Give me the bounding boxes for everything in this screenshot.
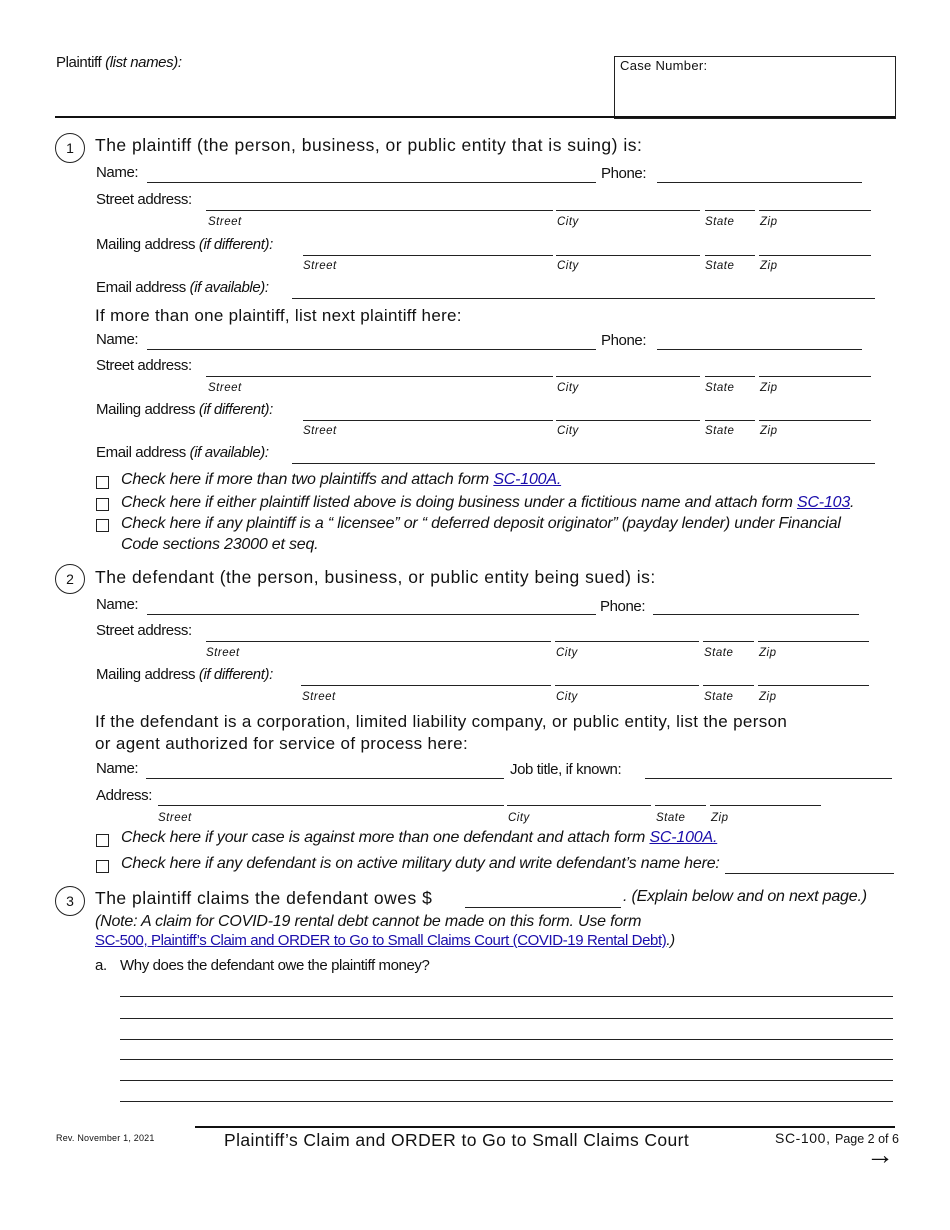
city-sublabel: City — [557, 260, 579, 272]
section-2-heading: The defendant (the person, business, or public entity being sued) is: — [95, 567, 656, 587]
plaintiff-name-field[interactable] — [147, 182, 596, 183]
street-sublabel: Street — [158, 812, 192, 824]
street-sublabel: Street — [303, 260, 337, 272]
mailing-label-note: (if different): — [198, 401, 273, 418]
plaintiff-phone-label: Phone: — [601, 165, 647, 182]
defendant-street-field[interactable] — [206, 641, 551, 642]
plaintiff2-mailing-zip-field[interactable] — [759, 420, 871, 421]
defendant-mailing-state-field[interactable] — [703, 685, 754, 686]
header-rule — [55, 116, 895, 118]
defendant-mailing-street-field[interactable] — [301, 685, 551, 686]
sc-100a-link[interactable]: SC-100A. — [493, 471, 562, 488]
plaintiff2-mailing-state-field[interactable] — [705, 420, 755, 421]
email-label-text: Email address — [96, 444, 186, 461]
state-sublabel: State — [704, 691, 734, 703]
defendant-city-field[interactable] — [555, 641, 699, 642]
plaintiff-street-field[interactable] — [206, 210, 553, 211]
plaintiff2-email-label — [96, 444, 269, 461]
section-3-number: 3 — [55, 886, 85, 916]
sc-103-link[interactable]: SC-103 — [796, 494, 851, 511]
licensee-checkbox[interactable] — [96, 519, 109, 532]
city-sublabel: City — [557, 216, 579, 228]
plaintiff-street-label: Street address: — [96, 191, 192, 208]
more-plaintiffs-text — [121, 471, 561, 489]
plaintiff-zip-field[interactable] — [759, 210, 871, 211]
state-sublabel: State — [705, 260, 735, 272]
city-sublabel: City — [557, 425, 579, 437]
state-sublabel: State — [705, 425, 735, 437]
city-sublabel: City — [556, 647, 578, 659]
military-duty-text: Check here if any defendant is on active military duty and write defendant’s name here: — [121, 855, 720, 872]
agent-state-field[interactable] — [655, 805, 706, 806]
street-sublabel: Street — [302, 691, 336, 703]
state-sublabel: State — [704, 647, 734, 659]
section-2-number: 2 — [55, 564, 85, 594]
defendant-phone-field[interactable] — [653, 614, 859, 615]
agent-name-field[interactable] — [146, 778, 504, 779]
agent-heading-line1: If the defendant is a corporation, limited liability company, or public entity, list the person — [95, 712, 788, 731]
more-plaintiffs-checkbox[interactable] — [96, 476, 109, 489]
street-sublabel: Street — [208, 216, 242, 228]
reason-line[interactable] — [120, 1039, 893, 1040]
sc-100a-link[interactable]: SC-100A. — [649, 829, 718, 846]
reason-line[interactable] — [120, 1101, 893, 1102]
agent-street-field[interactable] — [158, 805, 504, 806]
next-plaintiff-heading: If more than one plaintiff, list next plaintiff here: — [95, 306, 462, 325]
plaintiff2-phone-label: Phone: — [601, 332, 647, 349]
covid-note-line2 — [95, 932, 675, 949]
licensee-text: Check here if any plaintiff is a “ licensee” or “ deferred deposit originator” (payday lender) under Financial — [121, 515, 841, 532]
zip-sublabel: Zip — [760, 382, 778, 394]
plaintiff-label-text: Plaintiff — [56, 54, 102, 71]
plaintiff2-name-label: Name: — [96, 331, 139, 348]
mailing-label-note: (if different): — [198, 666, 273, 683]
item-a-question: Why does the defendant owe the plaintiff money? — [120, 957, 430, 974]
street-sublabel: Street — [206, 647, 240, 659]
military-duty-checkbox[interactable] — [96, 860, 109, 873]
check-text: Check here if more than two plaintiffs and attach form — [121, 471, 494, 488]
street-sublabel: Street — [208, 382, 242, 394]
reason-line[interactable] — [120, 996, 893, 997]
plaintiff2-street-field[interactable] — [206, 376, 553, 377]
plaintiff2-city-field[interactable] — [556, 376, 700, 377]
section-1-heading: The plaintiff (the person, business, or public entity that is suing) is: — [95, 135, 643, 155]
plaintiff-mailing-city-field[interactable] — [556, 255, 700, 256]
check-text: Check here if your case is against more than one defendant and attach form — [121, 829, 650, 846]
zip-sublabel: Zip — [760, 216, 778, 228]
plaintiff-mailing-street-field[interactable] — [303, 255, 553, 256]
job-title-label: Job title, if known: — [510, 761, 622, 778]
check-text: Check here if either plaintiff listed above is doing business under a fictitious name and attach form — [121, 494, 797, 511]
mailing-label-text: Mailing address — [96, 401, 196, 418]
defendant-mailing-label — [96, 666, 273, 683]
covid-note-end: .) — [666, 932, 675, 949]
plaintiff-city-field[interactable] — [556, 210, 700, 211]
defendant-name-field[interactable] — [147, 614, 596, 615]
next-page-arrow-icon[interactable]: → — [866, 1139, 894, 1170]
footer-title: Plaintiff’s Claim and ORDER to Go to Small Claims Court — [224, 1130, 690, 1150]
form-id: SC-100, — [775, 1130, 831, 1146]
footer-rule — [195, 1126, 895, 1128]
more-defendants-text — [121, 829, 717, 847]
agent-city-field[interactable] — [507, 805, 651, 806]
plaintiff2-street-label: Street address: — [96, 357, 192, 374]
plaintiff-mailing-label — [96, 236, 273, 253]
defendant-name-label: Name: — [96, 596, 139, 613]
item-a-letter: a. — [95, 957, 107, 974]
plaintiff-name-label: Name: — [96, 164, 139, 181]
email-label-note: (if available): — [189, 444, 269, 461]
more-defendants-checkbox[interactable] — [96, 834, 109, 847]
plaintiff2-mailing-city-field[interactable] — [556, 420, 700, 421]
state-sublabel: State — [705, 382, 735, 394]
plaintiff-label-note: (list names): — [105, 54, 182, 71]
defendant-street-label: Street address: — [96, 622, 192, 639]
case-number-label: Case Number: — [620, 58, 708, 73]
section-3-heading: The plaintiff claims the defendant owes $ — [95, 888, 433, 908]
claim-explain-note: . (Explain below and on next page.) — [623, 888, 867, 905]
zip-sublabel: Zip — [711, 812, 729, 824]
plaintiff-email-field[interactable] — [292, 298, 875, 299]
defendant-mailing-city-field[interactable] — [555, 685, 699, 686]
plaintiff-state-field[interactable] — [705, 210, 755, 211]
fictitious-name-text — [121, 494, 854, 512]
plaintiff2-email-field[interactable] — [292, 463, 875, 464]
reason-line[interactable] — [120, 1059, 893, 1060]
defendant-zip-field[interactable] — [758, 641, 869, 642]
plaintiff-mailing-state-field[interactable] — [705, 255, 755, 256]
defendant-phone-label: Phone: — [600, 598, 646, 615]
mailing-label-note: (if different): — [198, 236, 273, 253]
state-sublabel: State — [656, 812, 686, 824]
check-text-end: . — [850, 494, 855, 511]
plaintiff-list-label — [56, 54, 182, 71]
job-title-field[interactable] — [645, 778, 892, 779]
zip-sublabel: Zip — [760, 260, 778, 272]
agent-address-label: Address: — [96, 787, 152, 804]
plaintiff2-mailing-street-field[interactable] — [303, 420, 553, 421]
defendant-state-field[interactable] — [703, 641, 754, 642]
state-sublabel: State — [705, 216, 735, 228]
zip-sublabel: Zip — [760, 425, 778, 437]
mailing-label-text: Mailing address — [96, 236, 196, 253]
city-sublabel: City — [557, 382, 579, 394]
licensee-text-line2: Code sections 23000 et seq. — [121, 536, 319, 553]
plaintiff-mailing-zip-field[interactable] — [759, 255, 871, 256]
covid-note-line1: (Note: A claim for COVID-19 rental debt cannot be made on this form. Use form — [95, 913, 642, 930]
military-defendant-name-field[interactable] — [725, 873, 894, 874]
agent-heading-line2: or agent authorized for service of process here: — [95, 734, 469, 753]
zip-sublabel: Zip — [759, 647, 777, 659]
section-1-number: 1 — [55, 133, 85, 163]
page-number: Page 2 of 6 — [835, 1132, 899, 1146]
mailing-label-text: Mailing address — [96, 666, 196, 683]
city-sublabel: City — [556, 691, 578, 703]
defendant-mailing-zip-field[interactable] — [758, 685, 869, 686]
plaintiff2-name-field[interactable] — [147, 349, 596, 350]
plaintiff2-zip-field[interactable] — [759, 376, 871, 377]
agent-name-label: Name: — [96, 760, 139, 777]
email-label-text: Email address — [96, 279, 186, 296]
reason-line[interactable] — [120, 1018, 893, 1019]
plaintiff-phone-field[interactable] — [657, 182, 862, 183]
street-sublabel: Street — [303, 425, 337, 437]
sc-500-link[interactable]: SC-500, Plaintiff’s Claim and ORDER to Go to Small Claims Court (COVID-19 Rental Debt) — [95, 932, 667, 949]
revision-date: Rev. November 1, 2021 — [56, 1133, 155, 1143]
plaintiff2-mailing-label — [96, 401, 273, 418]
email-label-note: (if available): — [189, 279, 269, 296]
plaintiff-email-label — [96, 279, 269, 296]
zip-sublabel: Zip — [759, 691, 777, 703]
reason-line[interactable] — [120, 1080, 893, 1081]
agent-zip-field[interactable] — [710, 805, 821, 806]
city-sublabel: City — [508, 812, 530, 824]
fictitious-name-checkbox[interactable] — [96, 498, 109, 511]
claim-amount-field[interactable] — [465, 907, 621, 908]
case-number-box[interactable] — [614, 56, 896, 119]
plaintiff2-state-field[interactable] — [705, 376, 755, 377]
plaintiff2-phone-field[interactable] — [657, 349, 862, 350]
